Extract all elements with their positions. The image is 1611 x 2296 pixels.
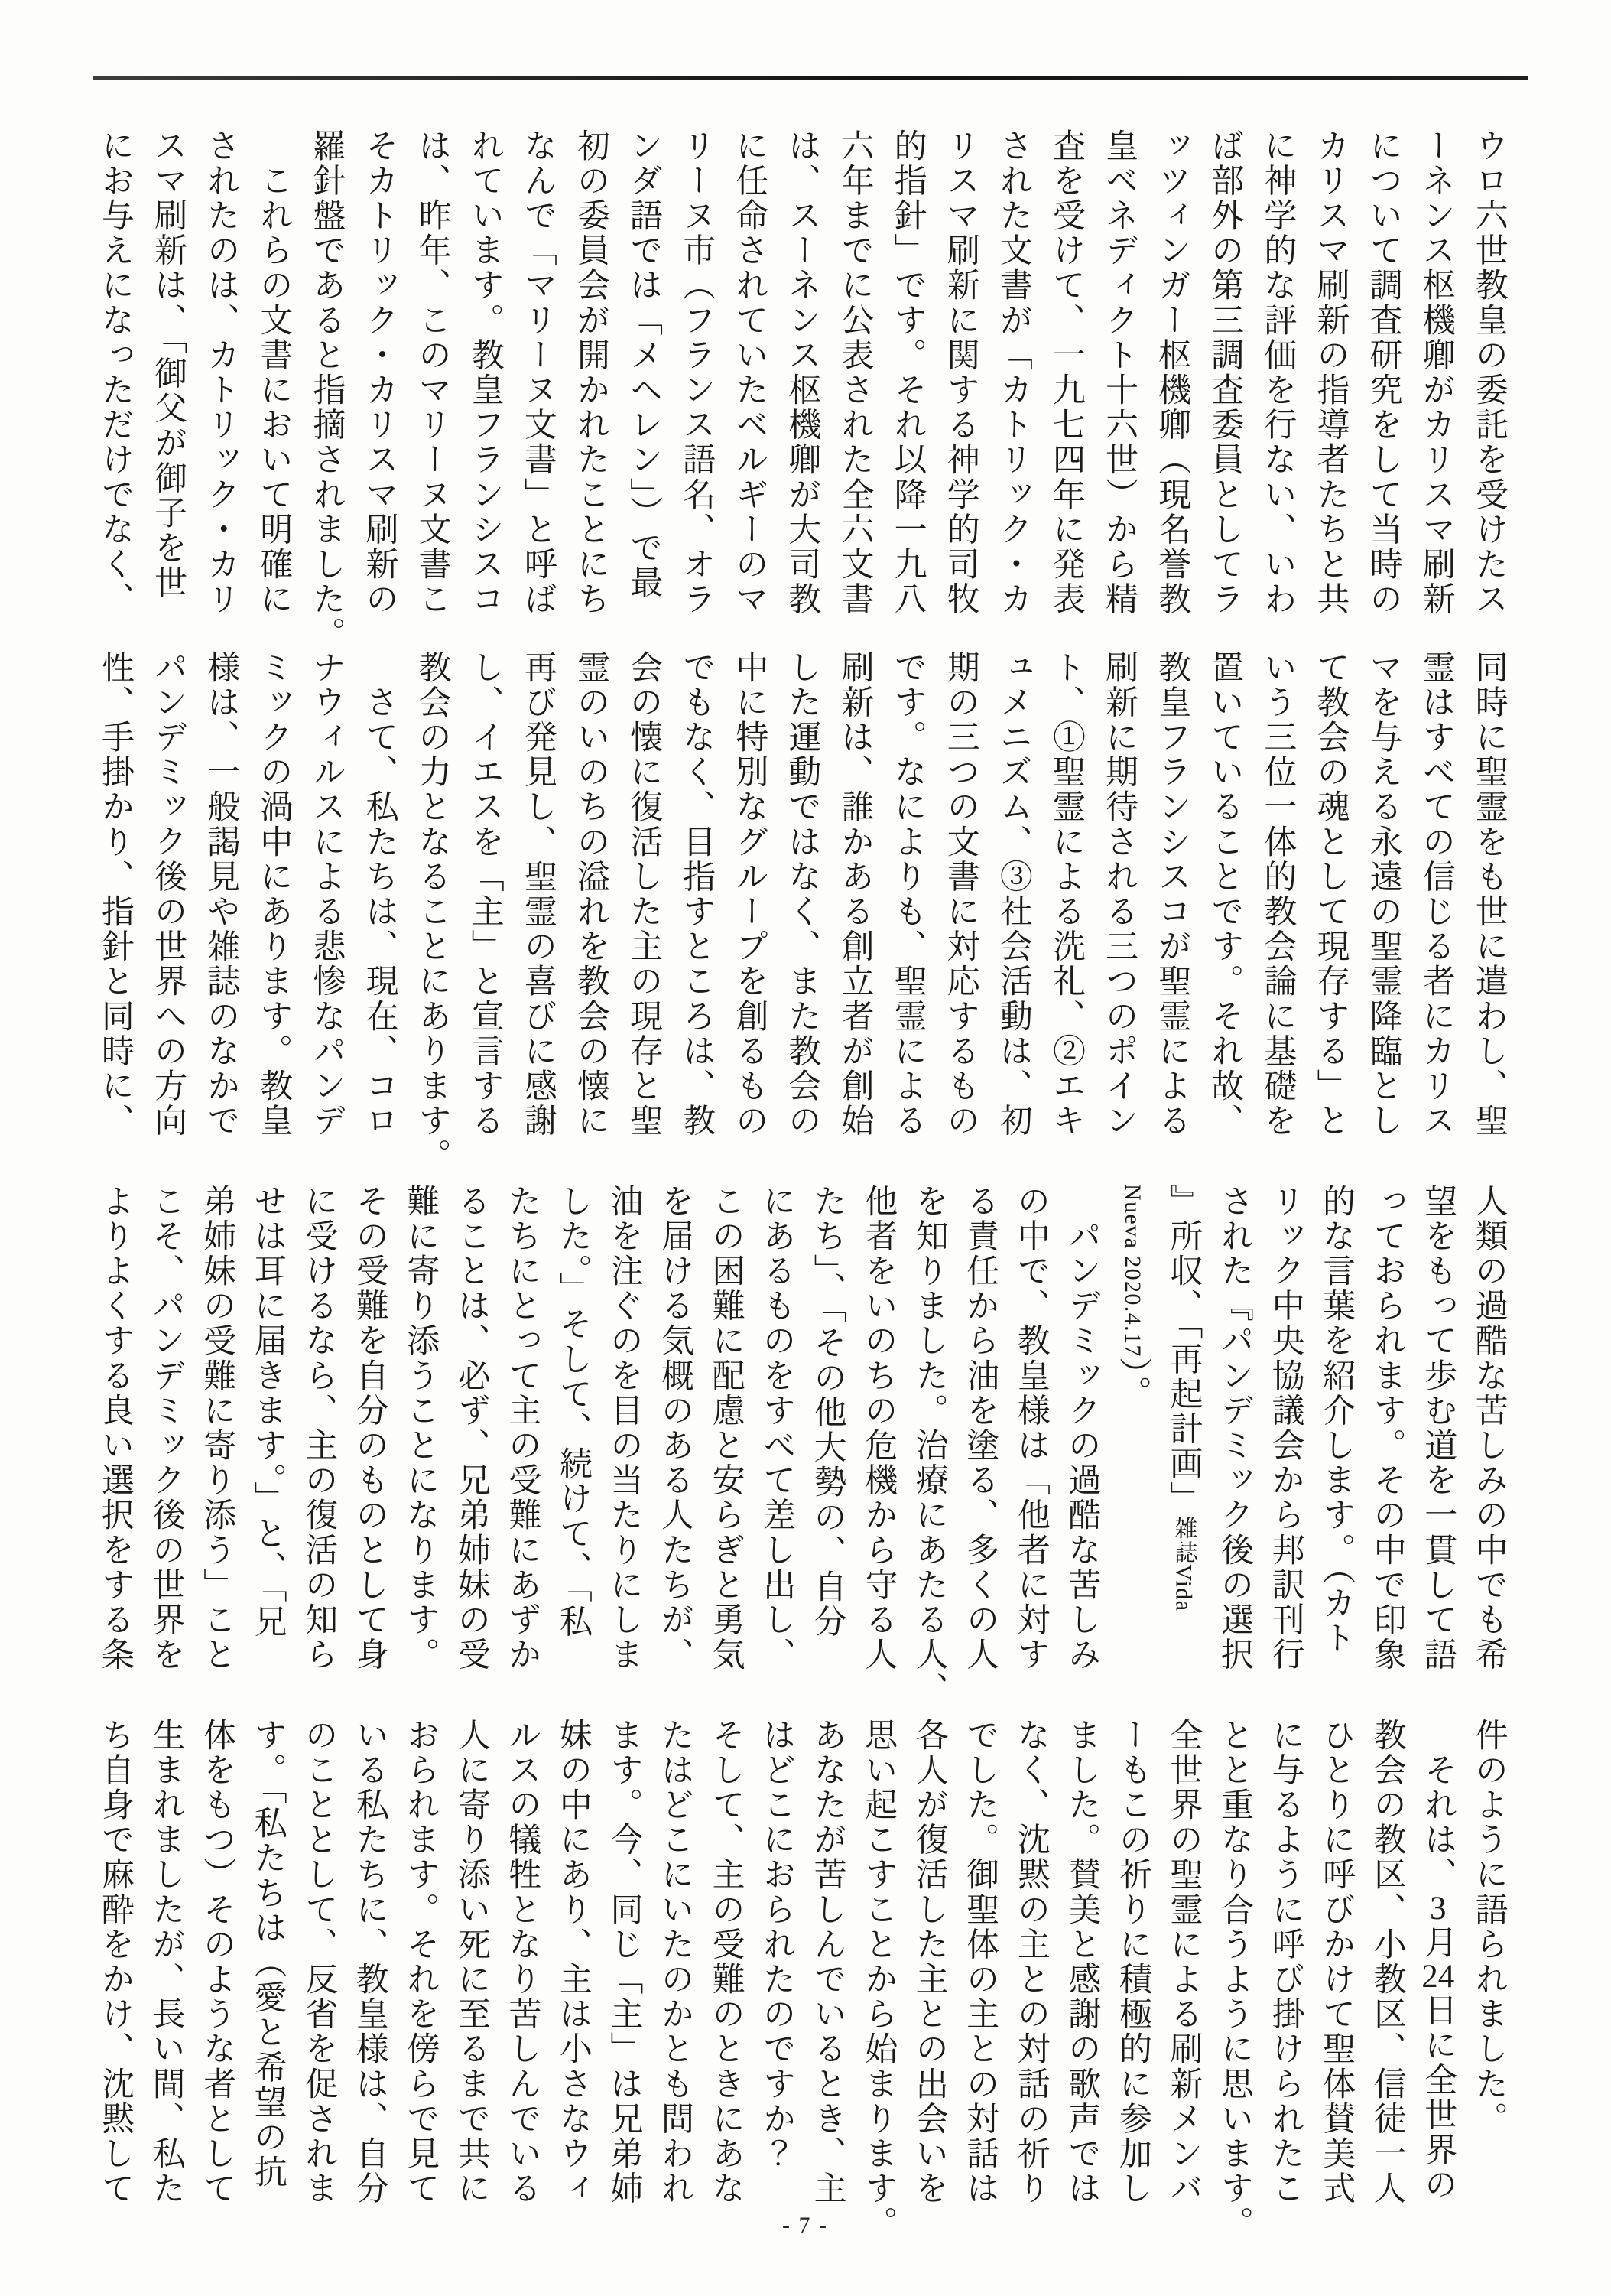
annotation-small-text: Nueva 2020.4.17: [1119, 1184, 1145, 1358]
text-band-3: [97, 1184, 1507, 1707]
text-column: パンデミックの過酷な苦しみ: [1064, 1184, 1100, 1673]
text-column: スマ刷新は、「御父が御子を世: [150, 128, 187, 600]
text-column: 生まれましたが、長い間、私た: [148, 1718, 184, 2207]
text-column: 会の懐に復活した主の現存と聖: [625, 650, 662, 1139]
text-column: でした。御聖体の主との対話は: [962, 1718, 999, 2207]
text-column: ウロ六世教皇の委託を受けたス: [1470, 128, 1507, 617]
text-column: でもなく、目指すところは、教: [678, 650, 715, 1139]
text-column: 全世界の聖霊による刷新メンバ: [1165, 1718, 1202, 2207]
text-column: ば部外の第三調査委員としてラ: [1207, 128, 1243, 617]
text-column: 教会の教区、小教区、信徒一人: [1369, 1718, 1405, 2207]
text-column: れています。教皇フランシスコ: [466, 128, 503, 617]
text-column: 件のように語られました。: [1470, 1718, 1507, 2137]
text-column: に受けるなら、主の復活の知ら: [300, 1184, 337, 1673]
text-column: たはどこにいたのかとも問われ: [657, 1718, 693, 2207]
text-column: そして、主の受難のときにあな: [707, 1718, 744, 2207]
text-column: とと重なり合うように思います。: [1216, 1718, 1253, 2241]
text-column: 刷新は、誰かある創立者が創始: [836, 650, 873, 1139]
text-column: それは、3月24日に全世界の: [1420, 1718, 1457, 2203]
text-column: ナウィルスによる悲惨なパンデ: [308, 650, 345, 1139]
text-column: 人に寄り添い死に至るまで共に: [453, 1718, 489, 2207]
text-column: 人類の過酷な苦しみの中でも希: [1470, 1184, 1507, 1673]
text-column: リスマ刷新に関する神学的司牧: [942, 128, 979, 617]
text-column: パンデミック後の世界への方向: [150, 650, 187, 1139]
text-column: 羅針盤であると指摘されました。: [308, 128, 345, 652]
text-column: ーもこの祈りに積極的に参加し: [1114, 1718, 1151, 2207]
text-column: す。「私たちは（愛と希望の抗: [249, 1718, 286, 2190]
text-column: は、昨年、このマリーヌ文書こ: [414, 128, 450, 617]
text-column: 思い起こすことから始まります。: [860, 1718, 897, 2241]
text-column: に任命されていたベルギーのマ: [731, 128, 768, 617]
text-column: 霊はすべての信じる者にカリス: [1418, 650, 1454, 1139]
text-column: おられます。それを傍らで見て: [402, 1718, 439, 2207]
header-rule: [93, 76, 1528, 80]
text-column: した。」そして、続けて、「私: [554, 1184, 591, 1640]
text-column: ンダ語では「メヘレン」）で最: [625, 128, 662, 600]
text-column: る責任から油を塗る、多くの人: [962, 1184, 999, 1673]
text-column: です。なによりも、聖霊による: [889, 650, 926, 1139]
text-column: ひとりに呼びかけて聖体賛美式: [1318, 1718, 1355, 2207]
text-column: せは耳に届きます。」と、「兄: [249, 1184, 286, 1640]
text-column: 霊のいのちの溢れを教会の懐に: [572, 650, 609, 1139]
text-column: っておられます。その中で印象: [1369, 1184, 1405, 1673]
text-column: 教皇フランシスコが聖霊による: [1154, 650, 1190, 1139]
text-column: て教会の魂として現存する」と: [1312, 650, 1349, 1139]
text-column: Nueva 2020.4.17）。: [1114, 1184, 1151, 1411]
text-column: よりよくする良い選択をする条: [97, 1184, 133, 1673]
text-column: 刷新に期待される三つのポイン: [1101, 650, 1138, 1139]
text-column: 弟姉妹の受難に寄り添う」こと: [199, 1184, 235, 1673]
text-column: されたのは、カトリック・カリ: [203, 128, 239, 617]
text-column: ミックの渦中にあります。教皇: [255, 650, 292, 1139]
text-column: 査を受けて、一九七四年に発表: [1047, 128, 1084, 617]
text-column: 望をもって歩む道を一貫して語: [1420, 1184, 1457, 1673]
text-column: さて、私たちは、現在、コロ: [361, 650, 398, 1139]
text-column: いる私たちに、教皇様は、自分: [351, 1718, 388, 2207]
text-column: 体をもつ）そのような者として: [199, 1718, 235, 2207]
text-column: はどこにおられたのですか？: [758, 1718, 795, 2171]
text-column: リック中央協議会から邦訳刊行: [1267, 1184, 1304, 1673]
text-column: 性、手掛かり、指針と同時に、: [97, 650, 133, 1139]
text-column: なく、沈黙の主との対話の祈り: [1012, 1718, 1049, 2207]
text-column: の中で、教皇様は「他者に対す: [1012, 1184, 1049, 1673]
text-column: 教会の力となることにあります。: [414, 650, 450, 1173]
text-column: たち」、「その他大勢の、自分: [809, 1184, 846, 1640]
text-column: ることは、必ず、兄弟姉妹の受: [453, 1184, 489, 1673]
text-column: された『パンデミック後の選択: [1216, 1184, 1253, 1673]
page-number: - 7 -: [782, 2213, 828, 2238]
text-column: を知りました。治療にあたる人、: [911, 1184, 947, 1707]
text-column: 期の三つの文書に対応するもの: [942, 650, 979, 1139]
text-column: この困難に配慮と安らぎと勇気: [707, 1184, 744, 1673]
text-column: これらの文書において明確に: [255, 128, 292, 617]
text-column: した運動ではなく、また教会の: [784, 650, 820, 1139]
text-column: マを与える永遠の聖霊降臨とし: [1365, 650, 1402, 1139]
text-column: リーヌ市（フランス語名、オラ: [678, 128, 715, 617]
text-column: カリスマ刷新の指導者たちと共: [1312, 128, 1349, 617]
text-column: 難に寄り添うことになります。: [402, 1184, 439, 1673]
text-column: 各人が復活した主との出会いを: [911, 1718, 947, 2207]
text-column: された文書が「カトリック・カ: [995, 128, 1031, 617]
tatechuyoko-number: 3: [1429, 1892, 1447, 1925]
text-column: に与るように呼び掛けられたこ: [1267, 1718, 1304, 2207]
text-column: し、イエスを「主」と宣言する: [466, 650, 503, 1139]
text-column: ました。賛美と感謝の歌声では: [1064, 1718, 1100, 2207]
text-column: なんで「マリーヌ文書」と呼ば: [519, 128, 556, 617]
text-column: ト、①聖霊による洗礼、②エキ: [1047, 650, 1084, 1139]
text-column: たちにとって主の受難にあずか: [504, 1184, 541, 1673]
text-column: 様は、一般謁見や雑誌のなかで: [203, 650, 239, 1139]
text-band-2: [97, 650, 1507, 1173]
text-column: に神学的な評価を行ない、いわ: [1259, 128, 1296, 617]
text-band-4: [97, 1718, 1507, 2241]
text-column: 的な言葉を紹介します。（カト: [1318, 1184, 1355, 1656]
text-column: 油を注ぐのを目の当たりにしま: [606, 1184, 642, 1673]
tatechuyoko-number: 24: [1421, 1959, 1455, 1993]
text-column: ッツィンガー枢機卿（現名誉教: [1154, 128, 1190, 617]
text-column: 置いていることです。それ故、: [1207, 650, 1243, 1139]
text-column: 同時に聖霊をも世に遣わし、聖: [1470, 650, 1507, 1139]
text-column: は、スーネンス枢機卿が大司教: [784, 128, 820, 617]
text-column: 』所収、「再起計画」雑誌Vida: [1165, 1184, 1202, 1612]
text-column: ち自身で麻酔をかけ、沈黙して: [97, 1718, 133, 2207]
text-column: ルスの犠牲となり苦しんでいる: [504, 1718, 541, 2207]
text-column: いう三位一体的教会論に基礎を: [1259, 650, 1296, 1139]
text-column: ます。今、同じ「主」は兄弟姉: [606, 1718, 642, 2207]
text-column: あなたが苦しんでいるとき、主: [809, 1718, 846, 2207]
text-column: にお与えになっただけでなく、: [97, 128, 133, 617]
text-column: 初の委員会が開かれたことにち: [572, 128, 609, 617]
text-column: を届ける気概のある人たちが、: [657, 1184, 693, 1673]
text-column: にあるものをすべて差し出し、: [758, 1184, 795, 1673]
text-column: ュメニズム、③社会活動は、初: [995, 650, 1031, 1139]
text-column: そカトリック・カリスマ刷新の: [361, 128, 398, 617]
text-column: こそ、パンデミック後の世界を: [148, 1184, 184, 1673]
annotation-small-text: 雑誌Vida: [1171, 1516, 1197, 1612]
text-column: 他者をいのちの危機から守る人: [860, 1184, 897, 1673]
text-column: 皇ベネディクト十六世）から精: [1101, 128, 1138, 617]
text-column: 中に特別なグループを創るもの: [731, 650, 768, 1139]
text-column: その受難を自分のものとして身: [351, 1184, 388, 1673]
text-column: について調査研究をして当時の: [1365, 128, 1402, 617]
text-column: のこととして、反省を促されま: [300, 1718, 337, 2207]
text-column: 的指針」です。それ以降一九八: [889, 128, 926, 617]
text-column: 妹の中にあり、主は小さなウィ: [554, 1718, 591, 2207]
text-column: 再び発見し、聖霊の喜びに感謝: [519, 650, 556, 1139]
text-band-1: [97, 128, 1507, 652]
text-column: 六年までに公表された全六文書: [836, 128, 873, 617]
text-column: ーネンス枢機卿がカリスマ刷新: [1418, 128, 1454, 617]
